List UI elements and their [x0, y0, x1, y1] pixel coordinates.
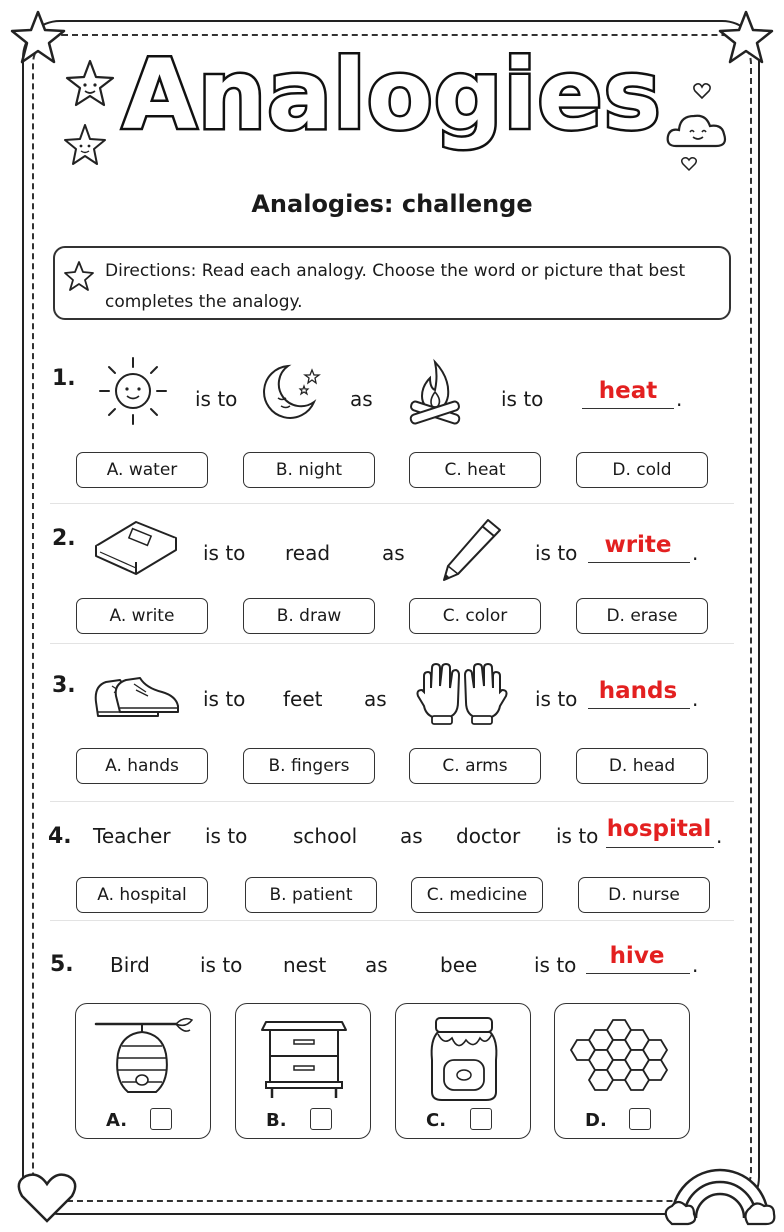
checkbox[interactable] — [629, 1108, 651, 1130]
analogy-word: read — [285, 541, 331, 565]
honey-jar-icon — [422, 1012, 506, 1106]
question-number: 5. — [50, 952, 74, 977]
period-text: . — [716, 824, 723, 848]
period-text: . — [692, 541, 699, 565]
picture-option-label: C. — [426, 1110, 447, 1131]
wooden-beehive-box-icon — [256, 1012, 352, 1104]
picture-option-label: D. — [585, 1110, 607, 1131]
campfire-icon — [402, 358, 468, 430]
answer-text: hospital — [606, 816, 712, 842]
answer-blank — [588, 562, 690, 563]
question-number: 1. — [52, 366, 76, 391]
option-a[interactable]: A. water — [76, 452, 208, 488]
star-icon — [63, 260, 95, 292]
option-d[interactable]: D. head — [576, 748, 708, 784]
moon-icon — [258, 360, 324, 426]
analogy-word: doctor — [456, 824, 521, 848]
is-to-text: is to — [203, 687, 246, 711]
divider — [50, 643, 734, 644]
answer-text: heat — [598, 378, 658, 404]
picture-option-c[interactable] — [395, 1003, 531, 1139]
analogy-word: school — [293, 824, 358, 848]
picture-option-label: B. — [266, 1110, 287, 1131]
answer-blank — [586, 973, 690, 974]
is-to-text: is to — [556, 824, 599, 848]
is-to-text: is to — [195, 387, 238, 411]
rainbow-icon — [664, 1140, 776, 1226]
checkbox[interactable] — [310, 1108, 332, 1130]
divider — [50, 503, 734, 504]
is-to-text: is to — [501, 387, 544, 411]
shoes-icon — [90, 672, 184, 728]
picture-option-b[interactable] — [235, 1003, 371, 1139]
period-text: . — [692, 687, 699, 711]
worksheet-title: Analogies — [122, 39, 662, 151]
as-text: as — [365, 953, 388, 977]
beehive-icon — [92, 1010, 196, 1104]
divider — [50, 801, 734, 802]
as-text: as — [382, 541, 405, 565]
question-number: 3. — [52, 673, 76, 698]
directions-box — [53, 246, 731, 320]
option-d[interactable]: D. nurse — [578, 877, 710, 913]
option-c[interactable]: C. heat — [409, 452, 541, 488]
answer-blank — [606, 847, 714, 848]
analogy-word: bee — [440, 953, 478, 977]
heart-icon — [680, 156, 698, 172]
option-b[interactable]: B. draw — [243, 598, 375, 634]
question-number: 4. — [48, 824, 72, 849]
period-text: . — [692, 953, 699, 977]
option-a[interactable]: A. hands — [76, 748, 208, 784]
as-text: as — [364, 687, 387, 711]
picture-option-d[interactable] — [554, 1003, 690, 1139]
is-to-text: is to — [200, 953, 243, 977]
checkbox[interactable] — [150, 1108, 172, 1130]
is-to-text: is to — [534, 953, 577, 977]
analogy-word: Bird — [110, 953, 150, 977]
as-text: as — [400, 824, 423, 848]
option-a[interactable]: A. write — [76, 598, 208, 634]
as-text: as — [350, 387, 373, 411]
gloves-icon — [414, 662, 510, 728]
option-a[interactable]: A. hospital — [76, 877, 208, 913]
answer-blank — [582, 408, 674, 409]
answer-text: hands — [598, 678, 678, 704]
is-to-text: is to — [203, 541, 246, 565]
period-text: . — [676, 387, 683, 411]
option-c[interactable]: C. medicine — [411, 877, 543, 913]
heart-icon — [14, 1166, 80, 1226]
honeycomb-icon — [573, 1016, 673, 1100]
answer-blank — [588, 708, 690, 709]
option-c[interactable]: C. color — [409, 598, 541, 634]
picture-option-label: A. — [106, 1110, 128, 1131]
option-d[interactable]: D. cold — [576, 452, 708, 488]
option-b[interactable]: B. night — [243, 452, 375, 488]
checkbox[interactable] — [470, 1108, 492, 1130]
analogy-word: Teacher — [93, 824, 171, 848]
question-number: 2. — [52, 526, 76, 551]
book-icon — [92, 516, 180, 578]
pencil-icon — [440, 516, 504, 584]
analogy-word: nest — [283, 953, 327, 977]
is-to-text: is to — [535, 687, 578, 711]
is-to-text: is to — [205, 824, 248, 848]
option-c[interactable]: C. arms — [409, 748, 541, 784]
option-b[interactable]: B. patient — [245, 877, 377, 913]
analogy-word: feet — [283, 687, 323, 711]
divider — [50, 920, 734, 921]
option-d[interactable]: D. erase — [576, 598, 708, 634]
is-to-text: is to — [535, 541, 578, 565]
answer-text: write — [604, 532, 672, 558]
directions-text: Directions: Read each analogy. Choose the word or picture that best completes the analogy. — [105, 261, 686, 312]
worksheet-subtitle: Analogies: challenge — [251, 190, 533, 218]
picture-option-a[interactable] — [75, 1003, 211, 1139]
option-b[interactable]: B. fingers — [243, 748, 375, 784]
answer-text: hive — [609, 943, 665, 969]
sun-icon — [98, 356, 168, 426]
